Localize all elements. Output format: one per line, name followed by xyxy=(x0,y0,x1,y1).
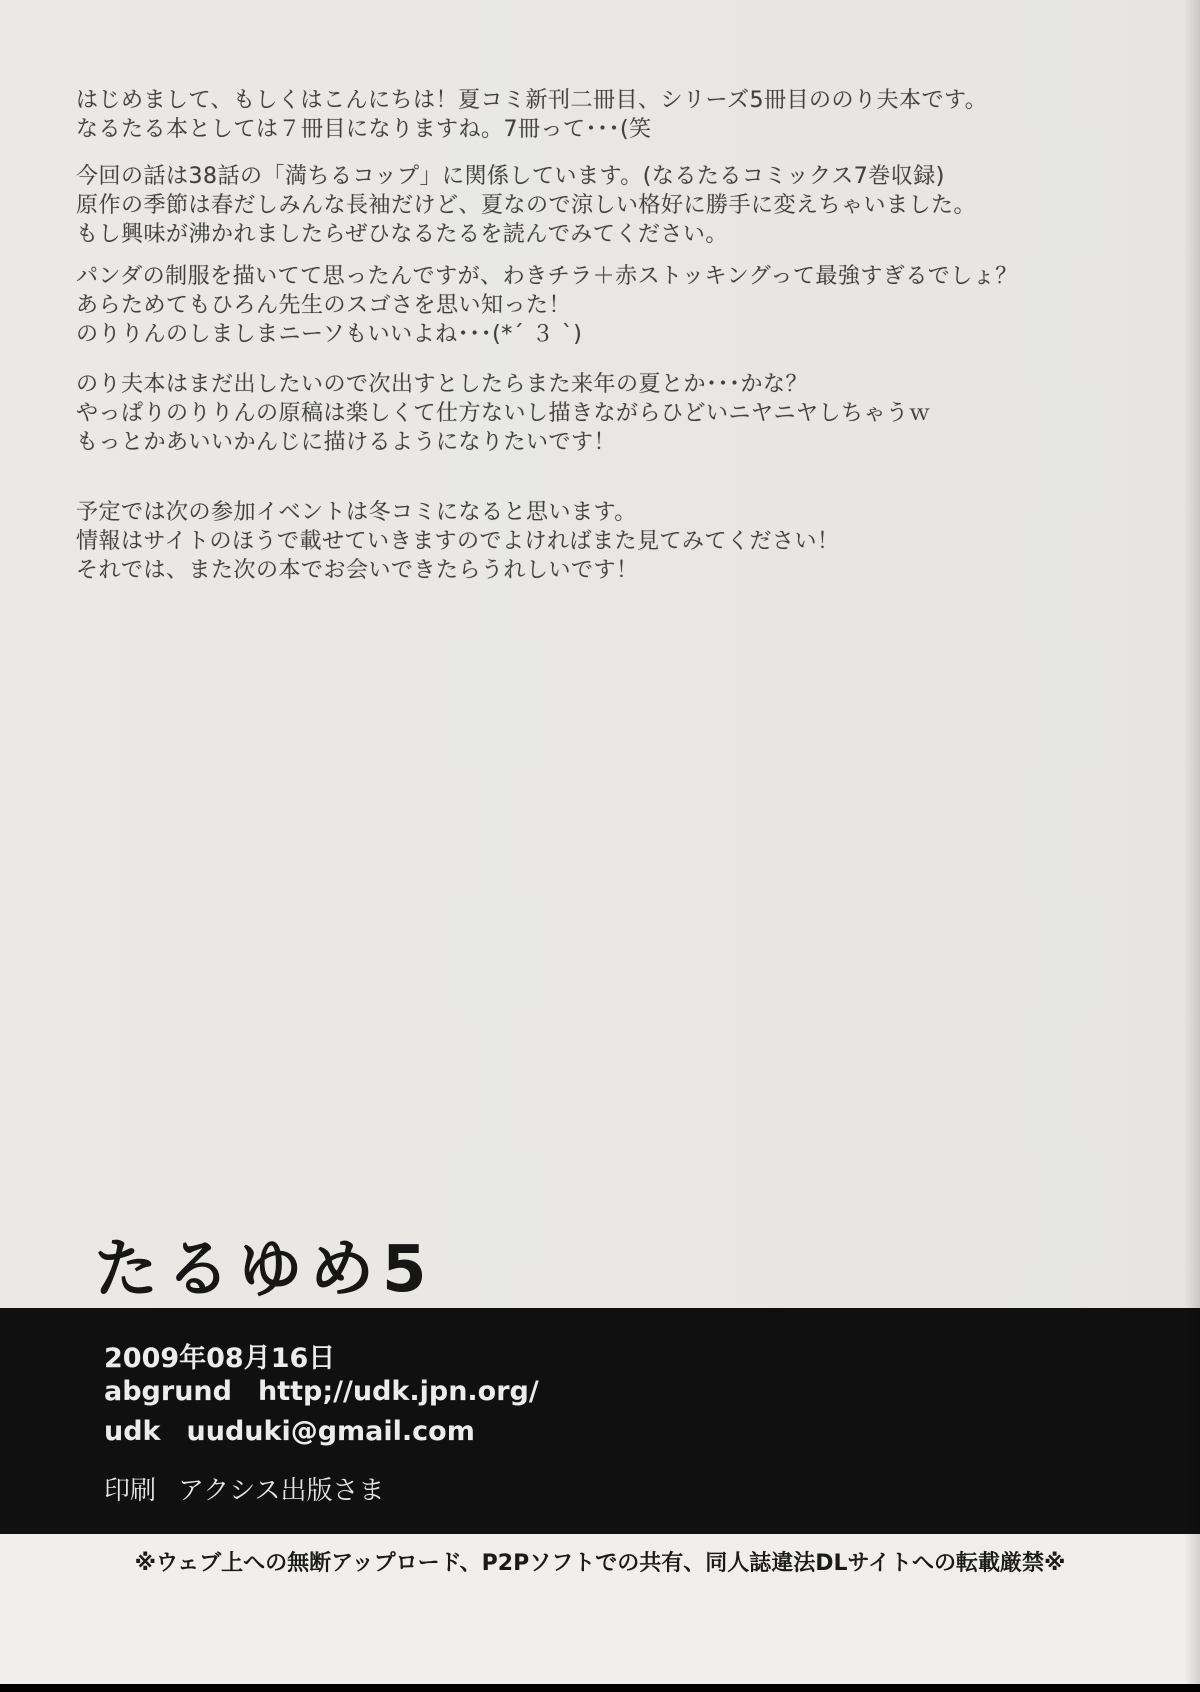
afterword-line: なるたる本としては７冊目になりますね。7冊って･･･(笑 xyxy=(76,117,652,142)
afterword-line: 予定では次の参加イベントは冬コミになると思います。 xyxy=(76,500,637,525)
afterword-paragraph-4 xyxy=(76,370,931,457)
email-address: uuduki@gmail.com xyxy=(186,1416,475,1447)
author-name: udk xyxy=(104,1416,161,1447)
afterword-paragraph-5 xyxy=(76,498,839,585)
afterword-line: もっとかあいいかんじに描けるようになりたいです！ xyxy=(76,430,617,455)
printer-credit xyxy=(104,1470,384,1507)
credit-row-author xyxy=(104,1416,475,1447)
website-url: http;//udk.jpn.org/ xyxy=(257,1376,539,1407)
credit-row-circle xyxy=(104,1376,539,1407)
afterword-line: 今回の話は38話の「満ちるコップ」に関係しています。(なるたるコミックス7巻収録) xyxy=(76,164,945,189)
afterword-line: やっぱりのりりんの原稿は楽しくて仕方ないし描きながらひどいニヤニヤしちゃうｗ xyxy=(76,401,932,426)
page-bottom-strip xyxy=(0,1684,1200,1692)
disclaimer-band xyxy=(0,1534,1200,1684)
printer-name: アクシス出版さま xyxy=(178,1476,385,1506)
afterword-paragraph-2 xyxy=(76,162,976,249)
circle-name: abgrund xyxy=(104,1376,232,1407)
afterword-line: のりりんのしましまニーソもいいよね･･･(*´ ３ `) xyxy=(76,322,583,347)
afterword-line: はじめまして、もしくはこんにちは！夏コミ新刊二冊目、シリーズ5冊目ののり夫本です。 xyxy=(76,88,988,113)
afterword-paragraph-3 xyxy=(76,262,1018,349)
piracy-warning: ※ウェブ上への無断アップロード、P2Pソフトでの共有、同人誌違法DLサイトへの転載厳禁※ xyxy=(134,1551,1066,1576)
afterword-line: それでは、また次の本でお会いできたらうれしいです！ xyxy=(76,558,639,583)
afterword-line: 原作の季節は春だしみんな長袖だけど、夏なので涼しい格好に勝手に変えちゃいました。 xyxy=(76,193,977,218)
afterword-line: パンダの制服を描いてて思ったんですが、わきチラ＋赤ストッキングって最強すぎるでしょ？ xyxy=(76,264,1018,289)
afterword-line: もし興味が沸かれましたらぜひなるたるを読んでみてください。 xyxy=(76,222,728,247)
afterword-paragraph-1 xyxy=(76,86,987,144)
afterword-line: 情報はサイトのほうで載せていきますのでよければまた見てみてください！ xyxy=(76,529,840,554)
afterword-line: のり夫本はまだ出したいので次出すとしたらまた来年の夏とか･･･かな？ xyxy=(76,372,809,397)
colophon-panel xyxy=(0,1308,1200,1534)
afterword-line: あらためてもひろん先生のスゴさを思い知った！ xyxy=(76,293,572,318)
printer-label: 印刷 xyxy=(104,1476,157,1506)
book-title: たるゆめ5 xyxy=(94,1233,435,1307)
publication-date: 2009年08月16日 xyxy=(104,1343,336,1374)
